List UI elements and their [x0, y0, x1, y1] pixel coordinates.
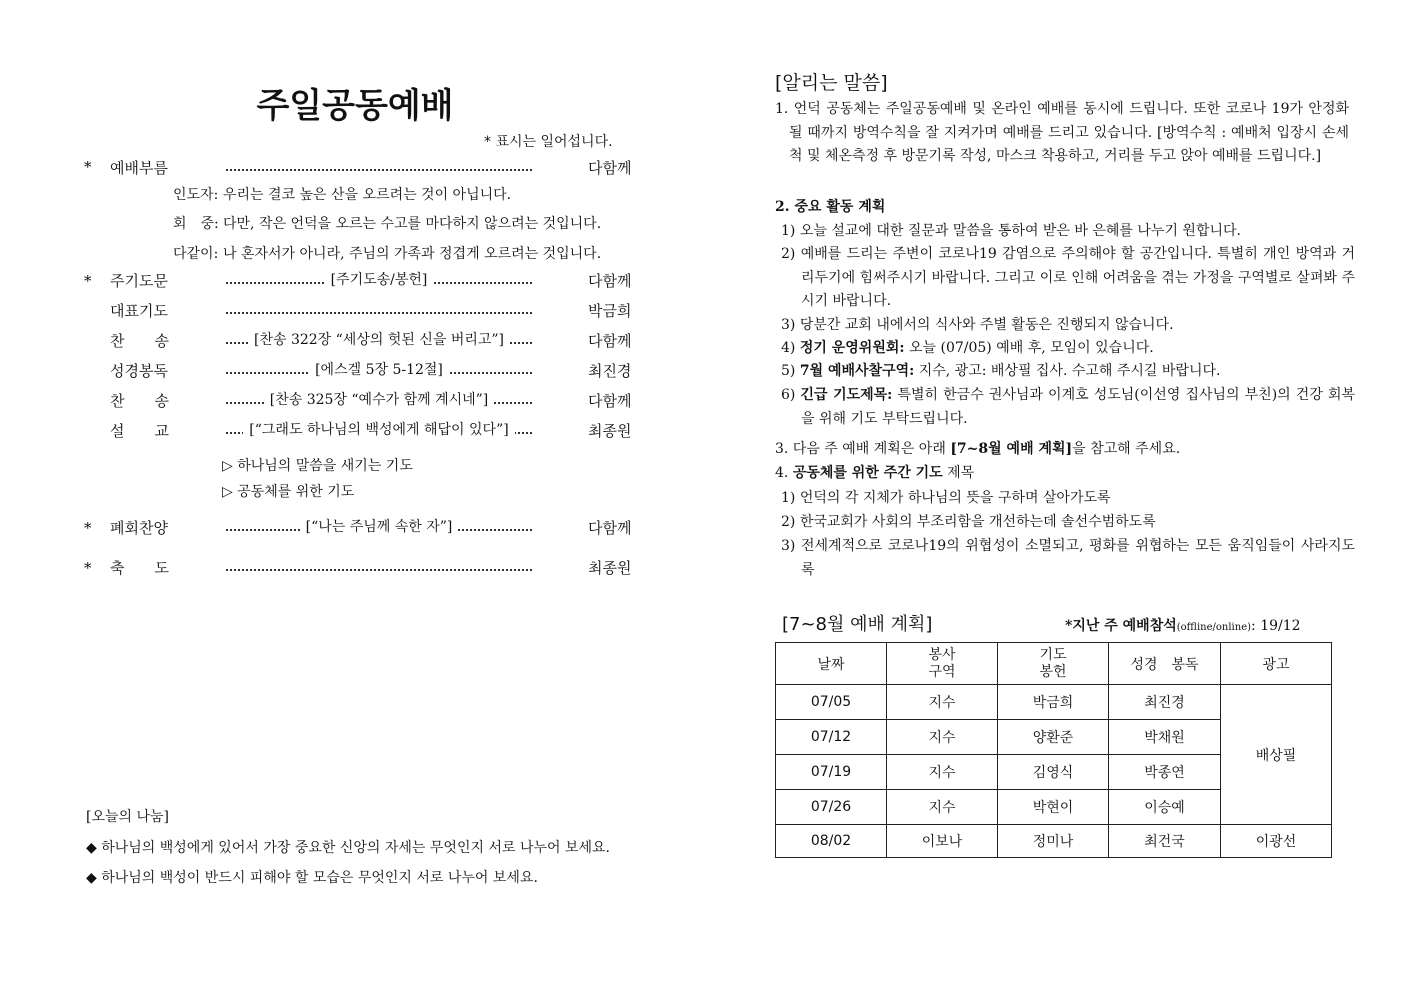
announcement-3-text-end: 을 참고해 주세요. [1072, 441, 1181, 457]
item-text: 특별히 한금수 권사님과 이계호 성도님(이선영 집사님의 부친)의 건강 회복을 위해 기도 부탁드립니다. [801, 387, 1356, 427]
table-cell: 양환준 [998, 720, 1109, 755]
order-detail: [“나는 주님께 속한 자”] [300, 519, 459, 535]
table-cell: 07/26 [776, 790, 887, 825]
order-label: 축 도 [110, 559, 169, 577]
item-number: 5) [781, 363, 796, 379]
item-text: 한국교회가 사회의 부조리함을 개선하는데 솔선수범하도록 [799, 514, 1156, 530]
order-leader: 다함께 [588, 159, 632, 177]
table-cell: 이보나 [887, 825, 998, 858]
order-label: 찬 송 [110, 332, 169, 350]
item-text: 당분간 교회 내에서의 식사와 주별 활동은 진행되지 않습니다. [799, 317, 1174, 333]
announcement-4-bold: 공동체를 위한 주간 기도 [792, 465, 943, 481]
table-cell: 이광선 [1221, 825, 1332, 858]
header-cell: 봉사 구역 [887, 643, 998, 685]
order-leader: 박금희 [588, 302, 632, 320]
table-cell: 07/05 [776, 685, 887, 720]
activity-item [781, 337, 1154, 361]
order-leader: 최종원 [588, 559, 632, 577]
item-text: 오늘 (07/05) 예배 후, 모임이 있습니다. [904, 340, 1154, 356]
table-header-row [776, 643, 1332, 685]
announcement-2-title: 2. 중요 활동 계획 [775, 199, 886, 215]
table-row [776, 825, 1332, 858]
announcement-4-text: 제목 [942, 465, 975, 481]
item-number: 2) [781, 246, 796, 262]
sermon-point: ▷ 하나님의 말씀을 새기는 기도 [222, 458, 413, 474]
order-label: 폐회찬양 [110, 519, 168, 537]
order-detail: [찬송 322장 “세상의 헛된 신을 버리고”] [248, 332, 510, 348]
item-number: 2) [781, 514, 796, 530]
schedule-table [775, 642, 1332, 858]
standing-mark: * [84, 272, 92, 290]
activity-item [781, 220, 1241, 244]
announcement-4-num: 4. [775, 465, 793, 481]
order-leader: 최종원 [588, 422, 632, 440]
standing-note: * 표시는 일어섭니다. [484, 134, 613, 150]
table-cell: 지수 [887, 720, 998, 755]
attendance [1065, 615, 1301, 635]
header-cell: 날짜 [776, 643, 887, 685]
item-text: 지수, 광고: 배상필 집사. 수고해 주시길 바랍니다. [914, 363, 1221, 379]
attendance-mode: (offline/online) [1176, 622, 1252, 633]
item-number: 1) [781, 223, 796, 239]
item-bold: 긴급 기도제목: [800, 387, 893, 403]
activity-item [781, 314, 1174, 338]
sharing-item: ◆ 하나님의 백성이 반드시 피해야 할 모습은 무엇인지 서로 나누어 보세요. [86, 870, 538, 886]
item-bold: 7월 예배사찰구역: [799, 363, 915, 379]
announcement-3-bold: [7~8월 예배 계획] [950, 441, 1073, 457]
order-leader: 다함께 [588, 332, 632, 350]
standing-mark: * [84, 519, 92, 537]
order-leader: 다함께 [588, 272, 632, 290]
order-detail: [주기도송/봉헌] [325, 272, 434, 288]
order-leader: 최진경 [588, 362, 632, 380]
order-detail: [에스겔 5장 5-12절] [309, 362, 449, 378]
activity-item [781, 243, 1355, 314]
prayer-item [781, 487, 1111, 511]
order-detail: [찬송 325장 “예수가 함께 계시네”] [264, 392, 495, 408]
table-cell: 정미나 [998, 825, 1109, 858]
responsive-text: 나 혼자서가 아니라, 주님의 가족과 정겹게 오르려는 것입니다. [223, 246, 602, 262]
item-text: 오늘 설교에 대한 질문과 말씀을 통하여 받은 바 은혜를 나누기 원합니다. [799, 223, 1241, 239]
table-cell: 08/02 [776, 825, 887, 858]
header-cell: 기도 봉헌 [998, 643, 1109, 685]
table-cell: 지수 [887, 685, 998, 720]
announcement-1: 1. 언덕 공동체는 주일공동예배 및 온라인 예배를 동시에 드립니다. 또한 코로나 19가 안정화될 때까지 방역수칙을 잘 지켜가며 예배를 드리고 있습니다. [방역수칙 : 예배처 입장시 손세척 및 체온측정 후 방문기록 작성, 마스크 착용하고, 거리를 두고 앉아 예배를 드립니다.] [775, 101, 1349, 164]
order-label: 찬 송 [110, 392, 169, 410]
item-bold: 정기 운영위원회: [799, 340, 905, 356]
table-cell: 박금희 [998, 685, 1109, 720]
order-leader: 다함께 [588, 392, 632, 410]
table-row [776, 685, 1332, 720]
leader-dots [226, 311, 532, 314]
table-cell: 박현이 [998, 790, 1109, 825]
attendance-label: *지난 주 예배참석 [1065, 618, 1177, 634]
order-label: 설 교 [110, 422, 169, 440]
order-leader: 다함께 [588, 519, 632, 537]
schedule-title: [7~8월 예배 계획] [782, 614, 933, 635]
responsive-text: 다만, 작은 언덕을 오르는 수고를 마다하지 않으려는 것입니다. [223, 216, 602, 232]
item-text: 전세계적으로 코로나19의 위협성이 소멸되고, 평화를 위협하는 모든 움직임들이 사라지도록 [801, 538, 1356, 578]
prayer-item [781, 511, 1156, 535]
announcement-3-text: 3. 다음 주 예배 계획은 아래 [775, 441, 951, 457]
sharing-title: [오늘의 나눔] [86, 809, 169, 825]
order-label: 예배부름 [110, 159, 168, 177]
item-text: 언덕의 각 지체가 하나님의 뜻을 구하며 살아가도록 [799, 490, 1111, 506]
merged-ad-cell: 배상필 [1221, 685, 1332, 825]
item-number: 6) [781, 387, 796, 403]
activity-item [781, 360, 1220, 384]
attendance-value: : 19/12 [1251, 618, 1301, 634]
page-title: 주일공동예배 [256, 86, 454, 126]
table-cell: 박채원 [1109, 720, 1221, 755]
table-cell: 07/12 [776, 720, 887, 755]
announcement-4 [775, 462, 974, 486]
header-cell: 성경 봉독 [1109, 643, 1221, 685]
order-label: 대표기도 [110, 302, 168, 320]
item-number: 3) [781, 538, 796, 554]
responsive-text: 우리는 결코 높은 산을 오르려는 것이 아닙니다. [223, 187, 512, 203]
table-cell: 지수 [887, 790, 998, 825]
leader-dots [226, 568, 532, 571]
responsive-role: 회 중: [173, 216, 219, 232]
order-detail: [“그래도 하나님의 백성에게 해답이 있다”] [243, 422, 514, 438]
table-cell: 최건국 [1109, 825, 1221, 858]
table-cell: 김영식 [998, 755, 1109, 790]
responsive-role: 인도자: [173, 187, 219, 203]
item-number: 4) [781, 340, 796, 356]
announcements-title: [알리는 말씀] [775, 72, 888, 94]
header-cell: 광고 [1221, 643, 1332, 685]
sharing-item: ◆ 하나님의 백성에게 있어서 가장 중요한 신앙의 자세는 무엇인지 서로 나누어 보세요. [86, 840, 610, 856]
item-number: 1) [781, 490, 796, 506]
table-cell: 지수 [887, 755, 998, 790]
standing-mark: * [84, 559, 92, 577]
announcement-3 [775, 438, 1180, 462]
item-number: 3) [781, 317, 796, 333]
table-cell: 박종연 [1109, 755, 1221, 790]
table-cell: 이승예 [1109, 790, 1221, 825]
table-cell: 최진경 [1109, 685, 1221, 720]
table-cell: 07/19 [776, 755, 887, 790]
prayer-item [781, 535, 1355, 582]
standing-mark: * [84, 158, 92, 176]
item-text: 예배를 드리는 주변이 코로나19 감염으로 주의해야 할 공간입니다. 특별히 개인 방역과 거리두기에 힘써주시기 바랍니다. 그리고 이로 인해 어려움을 겪는 가정을 구역별로 살펴봐 주시기 바랍니다. [800, 246, 1355, 309]
leader-dots [226, 168, 532, 171]
sermon-point: ▷ 공동체를 위한 기도 [222, 484, 355, 500]
responsive-role: 다같이: [173, 246, 219, 262]
order-label: 성경봉독 [110, 362, 168, 380]
activity-item [781, 384, 1355, 431]
order-label: 주기도문 [110, 272, 168, 290]
